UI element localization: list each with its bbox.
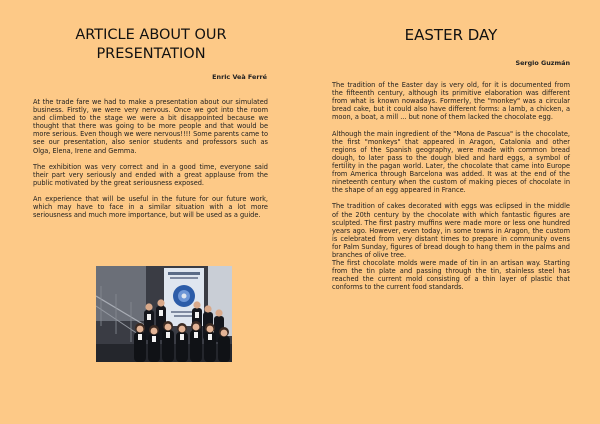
right-page-title: EASTER DAY — [404, 26, 498, 44]
right-paragraph: The first chocolate molds were made of tin in an artisan way. Starting from the tin plate and passing through the tin, stainless steel has reached the current mold consisting of a thin layer of plastic that conforms to the current food standards. — [332, 259, 570, 292]
right-page-body — [332, 81, 570, 300]
left-paragraph: The exhibition was very correct and in a good time, everyone said their part very seriously and ended with a great applause from the public motivated by the great seriousness exposed. — [33, 162, 268, 187]
left-page-body — [33, 98, 268, 228]
right-page-author: Sergio Guzmán — [515, 59, 570, 67]
group-photo-illustration — [96, 266, 232, 362]
right-page — [300, 0, 600, 424]
left-paragraph: At the trade fare we had to make a presentation about our simulated business. Firstly, we were very nervous. Once we got into the room and climbed to the stage we were a bit disappointed because we thought that there was going to be more people and that would be more serious. Even though we were nervous!!!! Some parents came to see our presentation, also senior students and professors such as Olga, Elena, Irene and Gemma. — [33, 98, 268, 155]
left-page-author: Enric Veà Ferré — [212, 73, 267, 81]
left-paragraph: An experience that will be useful in the future for our future work, which may have to face in a similar situation with a lot more seriousness and much more importance, but will be used as a guide. — [33, 195, 268, 220]
right-paragraph: The tradition of cakes decorated with eggs was eclipsed in the middle of the 20th century by the chocolate with which fantastic figures are sculpted. The first pastry muffins were made more or less one hundred years ago. However, even today, in some towns in Aragon, the custom is celebrated from very distant times to prepare in community ovens for Palm Sunday, figures of bread dough to hang them in the palms and branches of olive tree. — [332, 202, 570, 259]
right-paragraph: The tradition of the Easter day is very old, for it is documented from the fifteenth century, although its primitive elaboration was different from what is known nowadays. Formerly, the "monkey" was a circular bread cake, but it could also have different forms: a lamb, a chicken, a moon, a boat, a mill ... but none of them lacked the chocolate egg. — [332, 81, 570, 122]
right-paragraph: Although the main ingredient of the "Mona de Pascua" is the chocolate, the first "monkeys" that appeared in Aragon, Catalonia and other regions of the Spanish geography, were made with common bread dough, to later pass to the dough bled and hard eggs, a symbol of fertility in the pagan world. Later, the chocolate that came into Europe from America through Barcelona was added. It was at the end of the nineteenth century when the custom of making pieces of chocolate in the shape of an egg appeared in France. — [332, 129, 570, 195]
group-photo — [96, 266, 232, 362]
left-page-title: ARTICLE ABOUT OUR PRESENTATION — [75, 27, 227, 62]
